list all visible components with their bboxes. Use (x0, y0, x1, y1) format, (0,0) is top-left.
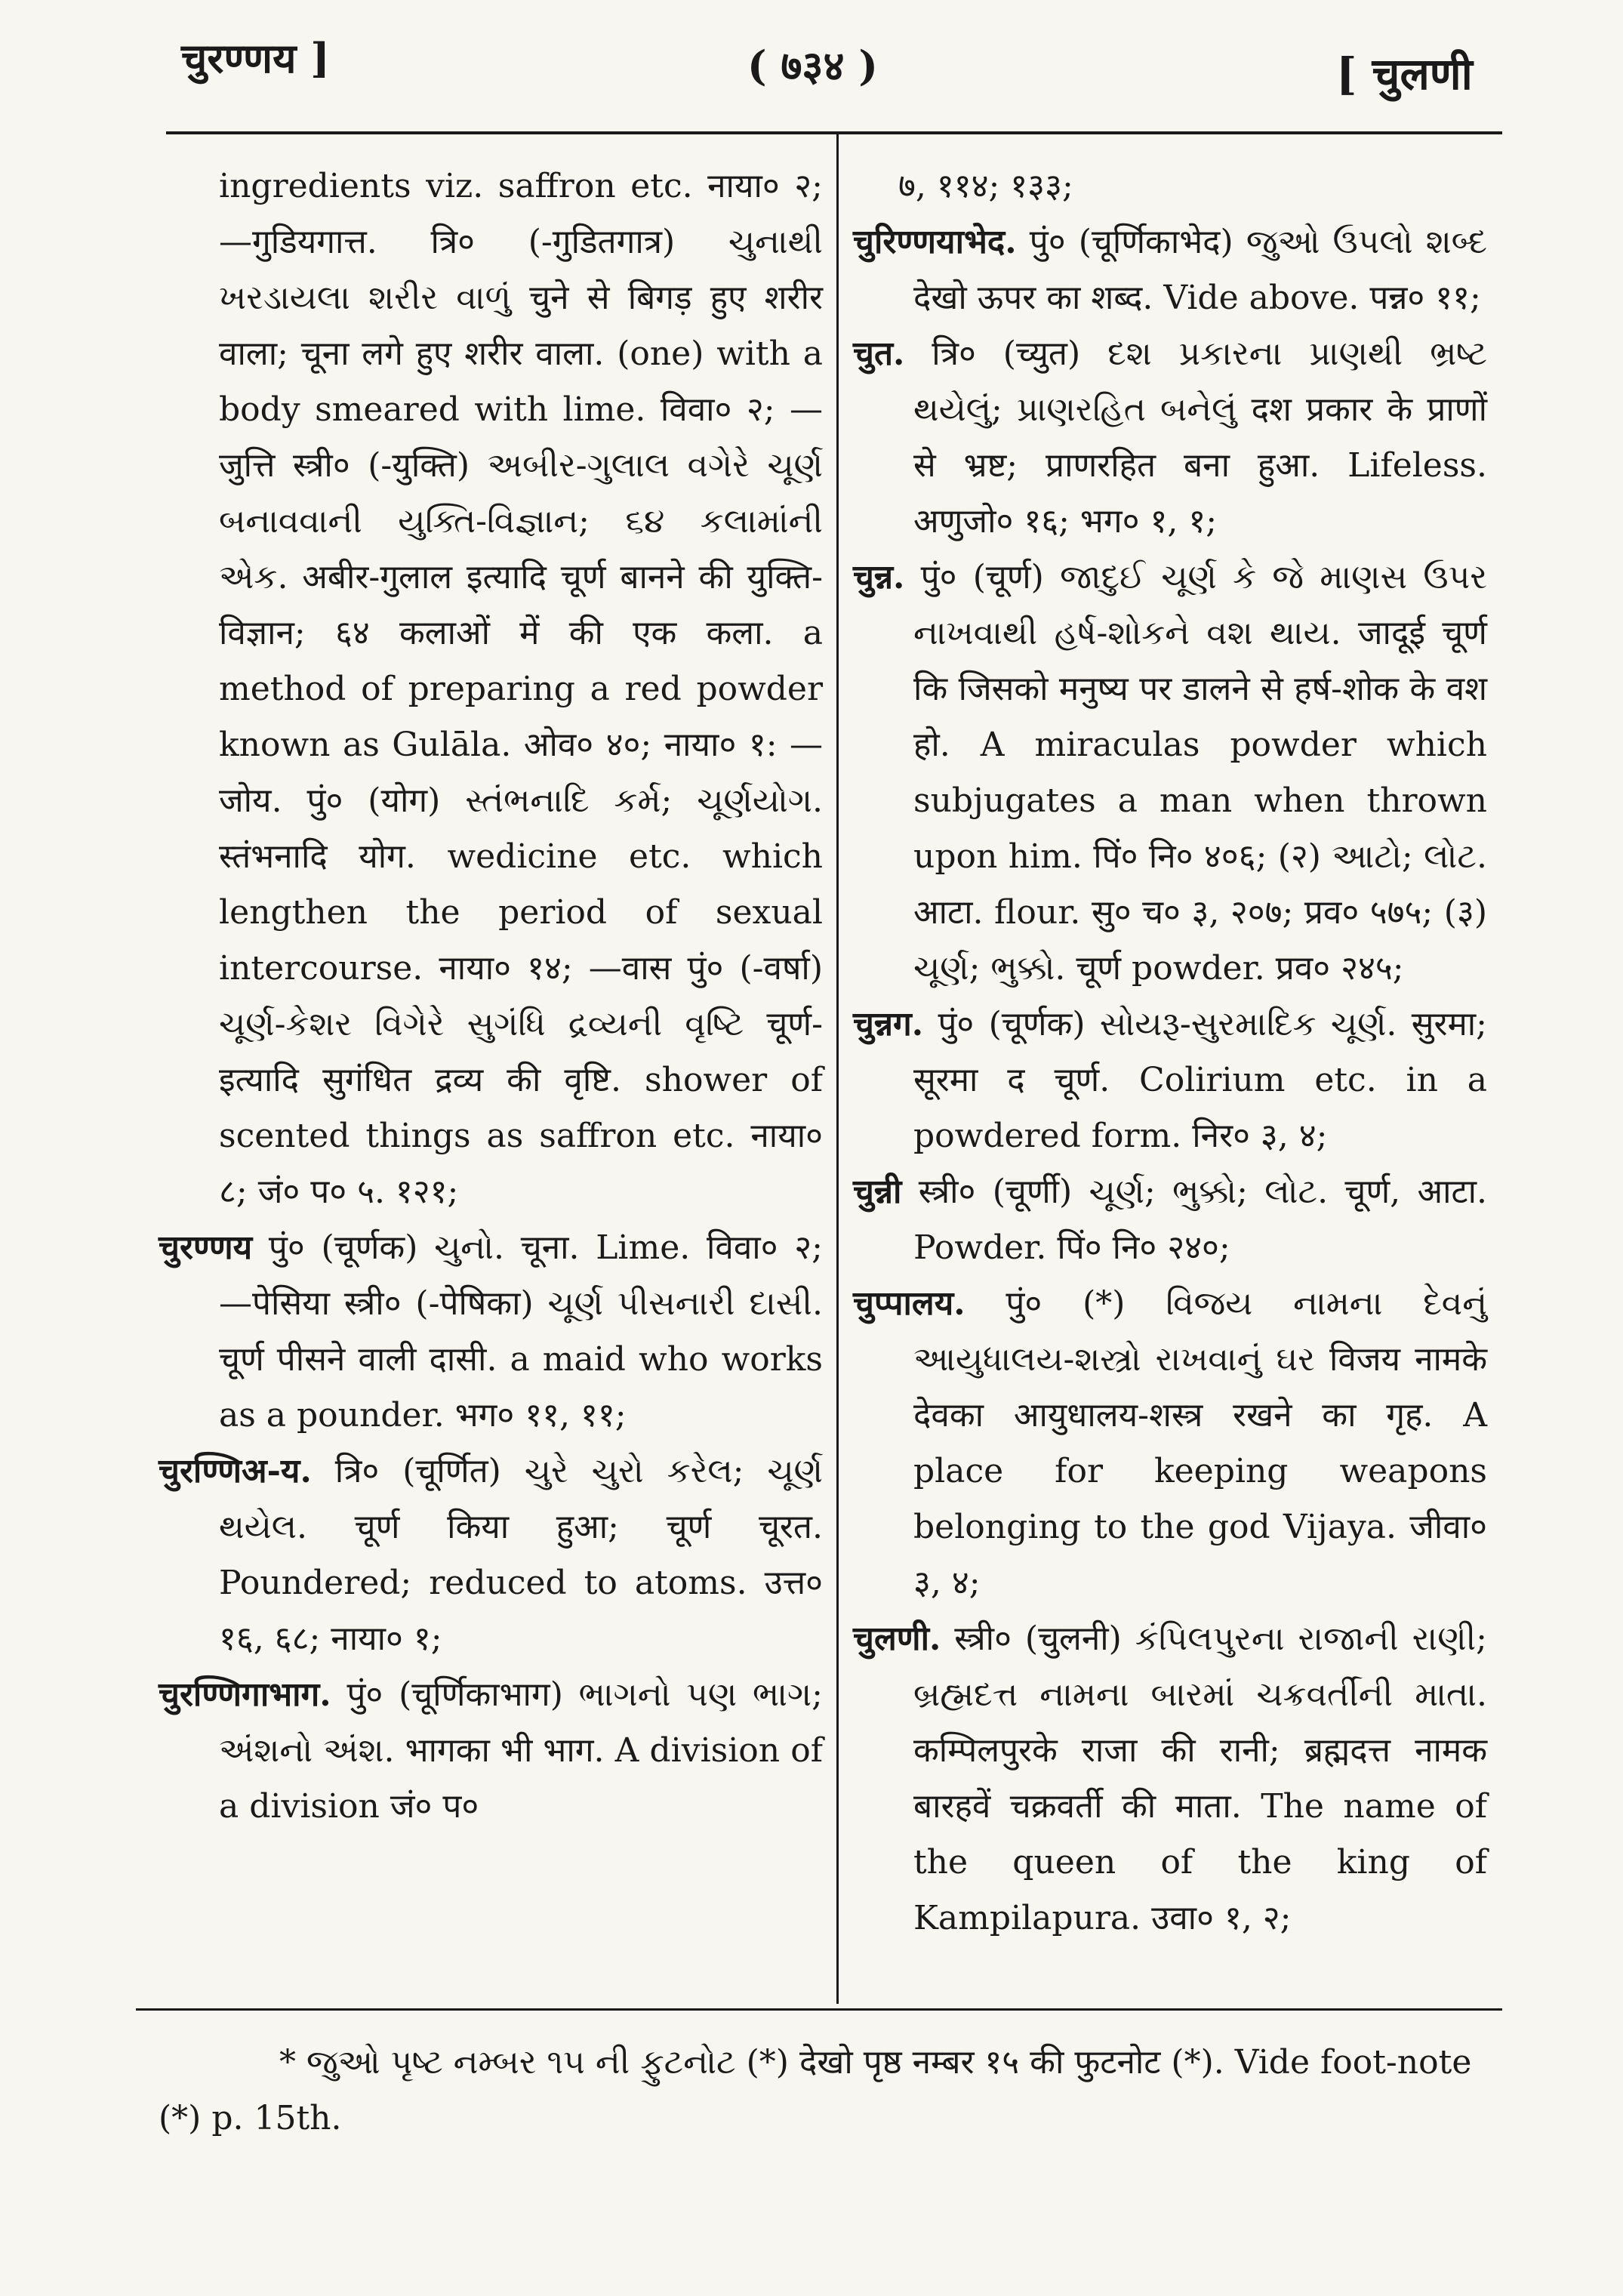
footnote-rule (136, 2008, 1502, 2011)
headword: चुरिण्णयाभेद. (853, 223, 1017, 261)
dictionary-entry (853, 1164, 1487, 1276)
entry-text: पुं० (चूर्णक) ચુનો. चूना. Lime. विवा० २; —पेसिया स्त्री० (-पेषिका) ચૂર્ણ પીસનારી દાસી. चूर्ण पीसने वाली दासी. a maid who works as a pounder. भग० ११, ११; (219, 1228, 823, 1435)
headword: चुत. (853, 334, 905, 373)
entry-text: पुं० (चूर्णिकाभाग) ભાગનો પણ ભાગ; અંશનો અંશ. भागका भी भाग. A division of a division जं० प० (219, 1675, 823, 1826)
footnote: * જુઓ પૃષ્ટ નમ્બર ૧૫ ની ફુટનોટ (*) देखो पृष्ठ नम्बर १५ की फुटनोट (*). Vide foot-note (*) p. 15th. (159, 2043, 1472, 2137)
entry-text: स्त्री० (चुलनी) કંપિલપુરના રાજાની રાણી; બ્રહ્મદત્ત નામના બારમાં ચક્રવર્તીની માતા. कम्पिलपुरके राजा की रानी; ब्रह्मदत्त नामक बारहवें चक्रवर्ती की माता. The name of the queen of the king of Kampilapura. उवा० १, २; (913, 1620, 1487, 1937)
headword: चुरण्णय (159, 1228, 253, 1267)
page-header (0, 0, 1623, 128)
dictionary-entry (853, 1276, 1487, 1611)
dictionary-entry (853, 997, 1487, 1164)
entry-text: पुं० (चूर्ण) જાદુઈ ચૂર્ણ કે જે માણસ ઉપર નાખવાથી હર્ષ-શોકને વશ થાય. जादूई चूर्ण कि जिसको मनुष्य पर डालने से हर्ष-शोक के वश हो. A miraculas powder which subjugates a man when thrown upon him. पिं० नि० ४०६; (२) આટો; લોટ. आटा. flour. सु० च० ३, २०७; प्रव० ५७५; (३) ચૂર્ણ; ભુક્કો. चूर्ण powder. प्रव० २४५; (913, 558, 1487, 988)
entry-text: स्त्री० (चूर्णी) ચૂર્ણ; ભુક્કો; લોટ. चूर्ण, आटा. Powder. पिं० नि० २४०; (913, 1173, 1487, 1267)
dictionary-entry (853, 214, 1487, 326)
entry-text: त्रि० (चूर्णित) ચુરે ચુરો કરેલ; ચૂર્ણ થયેલ. चूर्ण किया हुआ; चूर्ण चूरत. Poundered; reduced to atoms. उत्त० १६, ६८; नाया० १; (219, 1452, 823, 1658)
left-column (159, 159, 823, 1835)
right-column (853, 159, 1487, 1946)
dictionary-entry (159, 159, 823, 1220)
page-number: ( ७३४ ) (747, 42, 878, 90)
headword: चुप्पालय. (853, 1284, 965, 1323)
header-right-guideword: [ चुलणी (1336, 48, 1473, 100)
headword: चुरण्णिअ-य. (159, 1452, 312, 1490)
headword: चुन्न. (853, 558, 905, 596)
dictionary-entry (853, 326, 1487, 550)
entry-text: पुं० (चूर्णक) સોયરૂ-સુરમાદિક ચૂર્ણ. सुरमा; सूरमा द चूर्ण. Colirium etc. in a powdered form. निर० ३, ४; (913, 1005, 1487, 1155)
headword: चुरण्णिगाभाग. (159, 1675, 331, 1714)
entry-text: ingredients viz. saffron etc. नाया० २; —गुडियगात्त. त्रि० (-गुडितगात्र) ચુનાથી ખરડાયલા શરીર વાળું चुने से बिगड़ हुए शरीर वाला; चूना लगे हुए शरीर वाला. (one) with a body smeared with lime. विवा० २; —जुत्ति स्त्री० (-युक्ति) અબીર-ગુલાલ વગેરે ચૂર્ણ બનાવવાની યુક્તિ-વિજ્ઞાન; ૬૪ કલામાંની એક. अबीर-गुलाल इत्यादि चूर्ण बानने की युक्ति-विज्ञान; ६४ कलाओं में की एक कला. a method of preparing a red powder known as Gulāla. ओव० ४०; नाया० १: —जोय. पुं० (योग) સ્તંભનાદિ કર્મ; ચૂર્ણયોગ. स्तंभनादि योग. wedicine etc. which lengthen the period of sexual intercourse. नाया० १४; —वास पुं० (-वर्षा) ચૂર્ણ-કેશર વિગેરે સુગંધિ દ્રવ્યની વૃષ્ટિ चूर्ण-इत्यादि सुगंधित द्रव्य की वृष्टि. shower of scented things as saffron etc. नाया० ८; जं० प० ५. १२१; (219, 167, 823, 1211)
headword: चुलणी. (853, 1620, 941, 1658)
dictionary-entry (159, 1220, 823, 1444)
header-left-guideword: चुरण्णय ] (181, 34, 330, 82)
dictionary-entry (853, 550, 1487, 997)
column-divider (836, 134, 839, 2004)
dictionary-entry (853, 159, 1487, 214)
entry-text: पुं० (*) વિજય નામના દેવનું આયુધાલય-શસ્ત્રો રાખવાનું ઘર विजय नामके देवका आयुधालय-शस्त्र रखने का गृह. A place for keeping weapons belonging to the god Vijaya. जीवा० ३, ४; (913, 1284, 1487, 1602)
headword: चुन्नी (853, 1173, 902, 1211)
dictionary-entry (159, 1444, 823, 1667)
entry-text: ७, ११४; १३३; (898, 167, 1073, 205)
header-rule (166, 131, 1502, 134)
headword: चुन्नग. (853, 1005, 924, 1043)
dictionary-entry (159, 1667, 823, 1835)
entry-text: त्रि० (च्युत) દશ પ્રકારના પ્રાણથી ભ્રષ્ટ થયેલું; પ્રાણરહિત બનેલું दश प्रकार के प्राणों से भ्रष्ट; प्राणरहित बना हुआ. Lifeless. अणुजो० १६; भग० १, १; (913, 334, 1487, 541)
dictionary-entry (853, 1611, 1487, 1946)
entry-text: पुं० (चूर्णिकाभेद) જુઓ ઉપલો શબ્દ देखो ऊपर का शब्द. Vide above. पन्न० ११; (913, 223, 1487, 317)
